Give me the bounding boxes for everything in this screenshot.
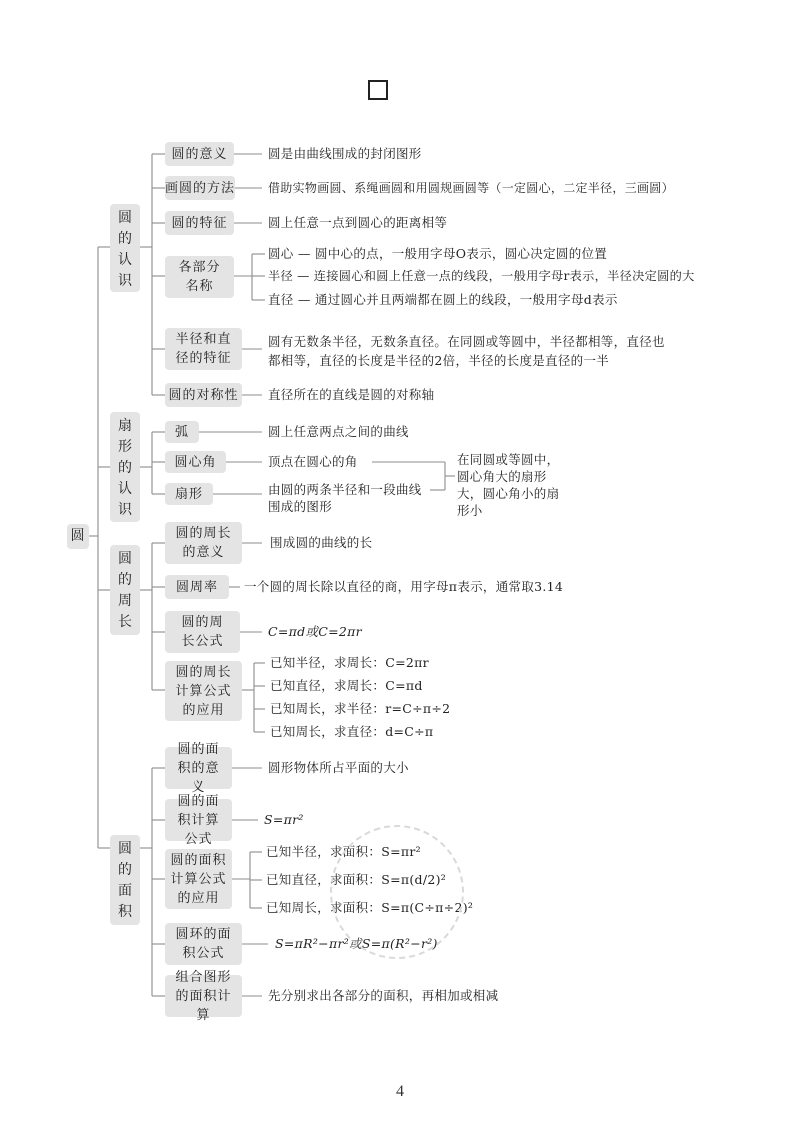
node-area-meaning: 圆的面积的意义 (165, 747, 232, 789)
text-circ-app-4: 已知周长，求直径：d=C÷π (270, 724, 434, 739)
text-area-app-2: 已知直径，求面积：S=π(d/2)² (266, 872, 447, 887)
text-circ-app-3: 已知周长，求半径：r=C÷π÷2 (270, 701, 451, 716)
text-sector-comparison: 在同圆或等圆中，圆心角大的扇形大，圆心角小的扇形小 (457, 452, 560, 518)
text-central-angle: 顶点在圆心的角 (268, 454, 358, 469)
section-label: 圆 的 面 积 (118, 841, 132, 920)
text-circ-app-1: 已知半径，求周长：C=2πr (270, 655, 429, 670)
section-label: 圆 的 认 识 (118, 210, 132, 289)
page-number: 4 (396, 1083, 404, 1100)
root-node: 圆 (67, 524, 89, 549)
section-label: 圆 的 周 长 (118, 551, 132, 630)
text-area-formula: S=πr² (264, 812, 304, 827)
node-arc: 弧 (165, 421, 199, 443)
text-ring-area: S=πR²−πr²或S=π(R²−r²) (275, 936, 438, 951)
text-center-definition: 圆心 — 圆中心的点，一般用字母O表示，圆心决定圆的位置 (268, 246, 608, 261)
section-circumference (110, 545, 140, 635)
node-symmetry: 圆的对称性 (165, 383, 242, 407)
text-circle-feature: 圆上任意一点到圆心的距离相等 (268, 215, 448, 230)
text-draw-method: 借助实物画圆、系绳画圆和用圆规画圆等（一定圆心，二定半径，三画圆） (268, 181, 674, 195)
text-arc: 圆上任意两点之间的曲线 (268, 424, 409, 439)
section-label: 扇 形 的 认 识 (118, 418, 132, 518)
node-composite-area: 组合图形的面积计算 (165, 975, 242, 1017)
text-pi: 一个圆的周长除以直径的商，用字母π表示，通常取3.14 (244, 579, 564, 594)
node-draw-method: 画圆的方法 (165, 176, 235, 200)
node-circle-feature: 圆的特征 (165, 211, 234, 235)
text-diameter-definition: 直径 — 通过圆心并且两端都在圆上的线段，一般用字母d表示 (268, 292, 618, 307)
node-circumference-meaning: 圆的周长的意义 (165, 522, 242, 564)
section-circle-recognition (110, 204, 140, 292)
text-area-app-1: 已知半径，求面积：S=πr² (266, 844, 421, 859)
text-radius-diameter-feature: 圆有无数条半径，无数条直径。在同圆或等圆中，半径都相等，直径也都相等，直径的长度是半径的2倍，半径的长度是直径的一半 (268, 334, 665, 368)
text-symmetry: 直径所在的直线是圆的对称轴 (268, 387, 435, 402)
node-central-angle: 圆心角 (165, 451, 226, 473)
node-area-formula: 圆的面积计算公式 (165, 799, 232, 841)
node-circumference-formula: 圆的周长公式 (165, 611, 240, 653)
text-circ-app-2: 已知直径，求周长：C=πd (270, 678, 423, 693)
node-sector: 扇形 (165, 483, 213, 505)
node-area-application: 圆的面积计算公式的应用 (165, 849, 232, 909)
section-area (110, 835, 140, 925)
text-area-meaning: 圆形物体所占平面的大小 (268, 760, 409, 775)
text-circumference-formula: C=πd或C=2πr (268, 624, 362, 639)
section-sector-recognition (110, 412, 140, 522)
node-pi: 圆周率 (165, 575, 229, 599)
node-ring-area: 圆环的面积公式 (165, 923, 242, 965)
text-circumference-meaning: 围成圆的曲线的长 (270, 535, 373, 550)
text-circle-meaning: 圆是由曲线围成的封闭图形 (268, 146, 422, 161)
node-circumference-application: 圆的周长计算公式的应用 (165, 661, 242, 721)
node-radius-diameter-feature: 半径和直径的特征 (165, 328, 242, 370)
text-sector: 由圆的两条半径和一段曲线围成的图形 (268, 482, 422, 514)
node-part-names: 各部分名称 (165, 256, 234, 298)
text-composite-area: 先分别求出各部分的面积，再相加或相减 (268, 988, 499, 1003)
text-area-app-3: 已知周长，求面积：S=π(C÷π÷2)² (266, 900, 474, 915)
node-circle-meaning: 圆的意义 (165, 142, 234, 166)
text-radius-definition: 半径 — 连接圆心和圆上任意一点的线段，一般用字母r表示，半径决定圆的大 (268, 269, 695, 283)
